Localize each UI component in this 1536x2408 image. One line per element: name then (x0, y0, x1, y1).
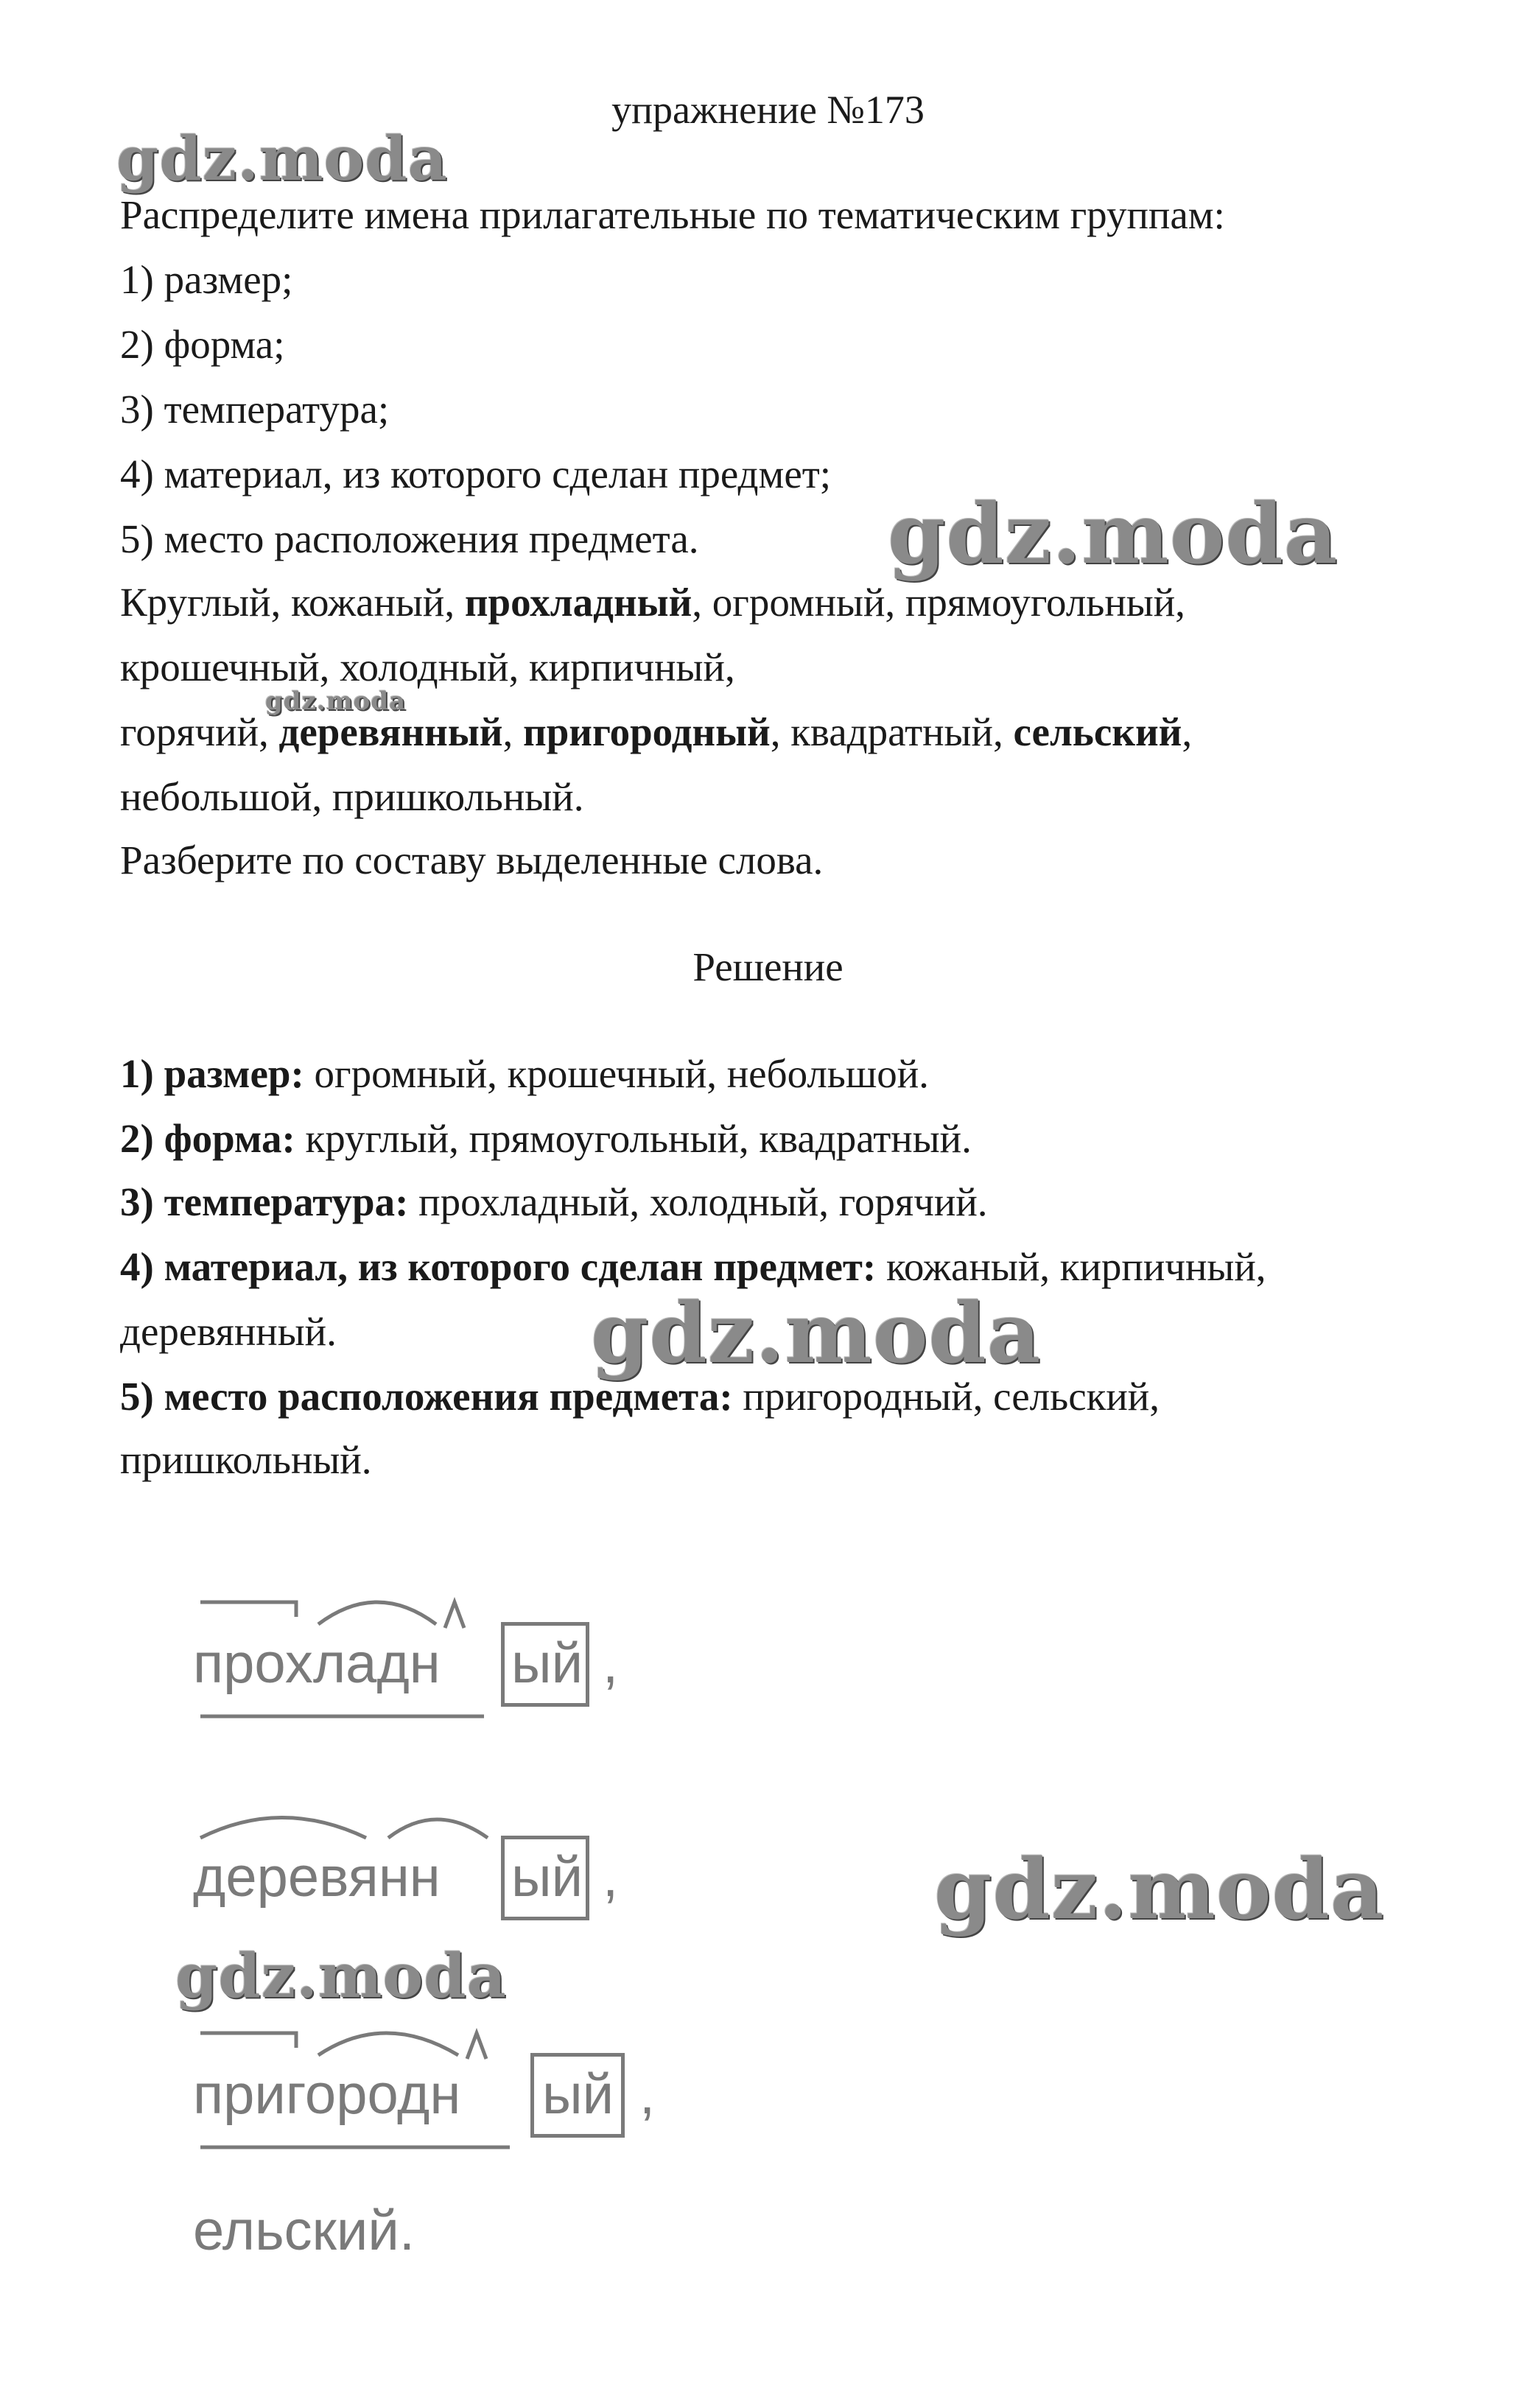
answer-text: пришкольный. (120, 1437, 372, 1482)
highlighted-word: пригородный (523, 709, 771, 754)
answer-line (120, 1179, 988, 1224)
word-stem: ельский. (193, 2200, 415, 2262)
group-item: 4) материал, из которого сделан предмет; (120, 452, 832, 496)
answer-line (120, 1376, 1160, 1417)
answer-text: круглый, прямоугольный, квадратный. (295, 1116, 972, 1161)
text: Круглый, кожаный, (120, 580, 465, 625)
answer-line (120, 1439, 372, 1480)
answer-text: деревянный. (120, 1309, 337, 1354)
text: , квадратный, (770, 709, 1014, 754)
group-item: 3) температура; (120, 387, 390, 432)
answer-line (120, 1053, 929, 1094)
word-list-line (120, 709, 1193, 754)
watermark: gdz.moda (591, 1285, 1042, 1382)
task-intro: Распределите имена прилагательные по тематическим группам: (120, 192, 1225, 237)
task-parse: Разберите по составу выделенные слова. (120, 838, 824, 882)
highlighted-word: сельский (1013, 709, 1182, 754)
word-ending: ый (511, 1846, 583, 1909)
answer-line (120, 1118, 972, 1159)
group-item: 1) размер; (120, 257, 293, 302)
word-stem: пригородн (193, 2063, 461, 2126)
word-ending: ый (542, 2063, 614, 2126)
punctuation: , (603, 1632, 619, 1695)
word-ending: ый (511, 1632, 583, 1695)
group-item: 5) место расположения предмета. (120, 516, 699, 561)
answer-label: 2) форма: (120, 1116, 295, 1161)
morpheme-parse (193, 2199, 664, 2287)
watermark: gdz.moda (116, 124, 448, 194)
word-stem: прохладн (193, 1632, 441, 1695)
watermark: gdz.moda (265, 687, 407, 716)
text: горячий, (120, 709, 279, 754)
exercise-title: упражнение №173 (611, 88, 925, 132)
answer-label: 4) материал, из которого сделан предмет: (120, 1244, 877, 1289)
text: , (1182, 709, 1193, 754)
highlighted-word: прохладный (464, 580, 692, 625)
watermark: gdz.moda (934, 1842, 1385, 1938)
watermark: gdz.moda (888, 486, 1339, 583)
morpheme-parse (193, 1805, 664, 1937)
answer-text: пригородный, сельский, (732, 1374, 1160, 1419)
punctuation: , (603, 1846, 619, 1909)
highlighted-word: деревянный (278, 709, 503, 754)
answer-text: кожаный, кирпичный, (876, 1244, 1266, 1289)
morpheme-parse (193, 2015, 709, 2162)
watermark: gdz.moda (175, 1941, 507, 2012)
word-stem: деревянн (193, 1846, 441, 1909)
word-list-line: небольшой, пришкольный. (120, 774, 584, 819)
morpheme-parse (193, 1584, 664, 1746)
answer-line (120, 1246, 1266, 1287)
word-list-line (120, 580, 1185, 625)
solution-heading: Решение (692, 944, 844, 989)
word-list-line: крошечный, холодный, кирпичный, (120, 645, 735, 689)
group-item: 2) форма; (120, 322, 285, 367)
punctuation: , (639, 2063, 656, 2126)
answer-line (120, 1311, 337, 1352)
text: , (502, 709, 523, 754)
answer-label: 1) размер: (120, 1051, 304, 1096)
answer-text: прохладный, холодный, горячий. (408, 1179, 988, 1224)
text: , огромный, прямоугольный, (692, 580, 1185, 625)
answer-text: огромный, крошечный, небольшой. (304, 1051, 929, 1096)
answer-label: 5) место расположения предмета: (120, 1374, 733, 1419)
answer-label: 3) температура: (120, 1179, 409, 1224)
